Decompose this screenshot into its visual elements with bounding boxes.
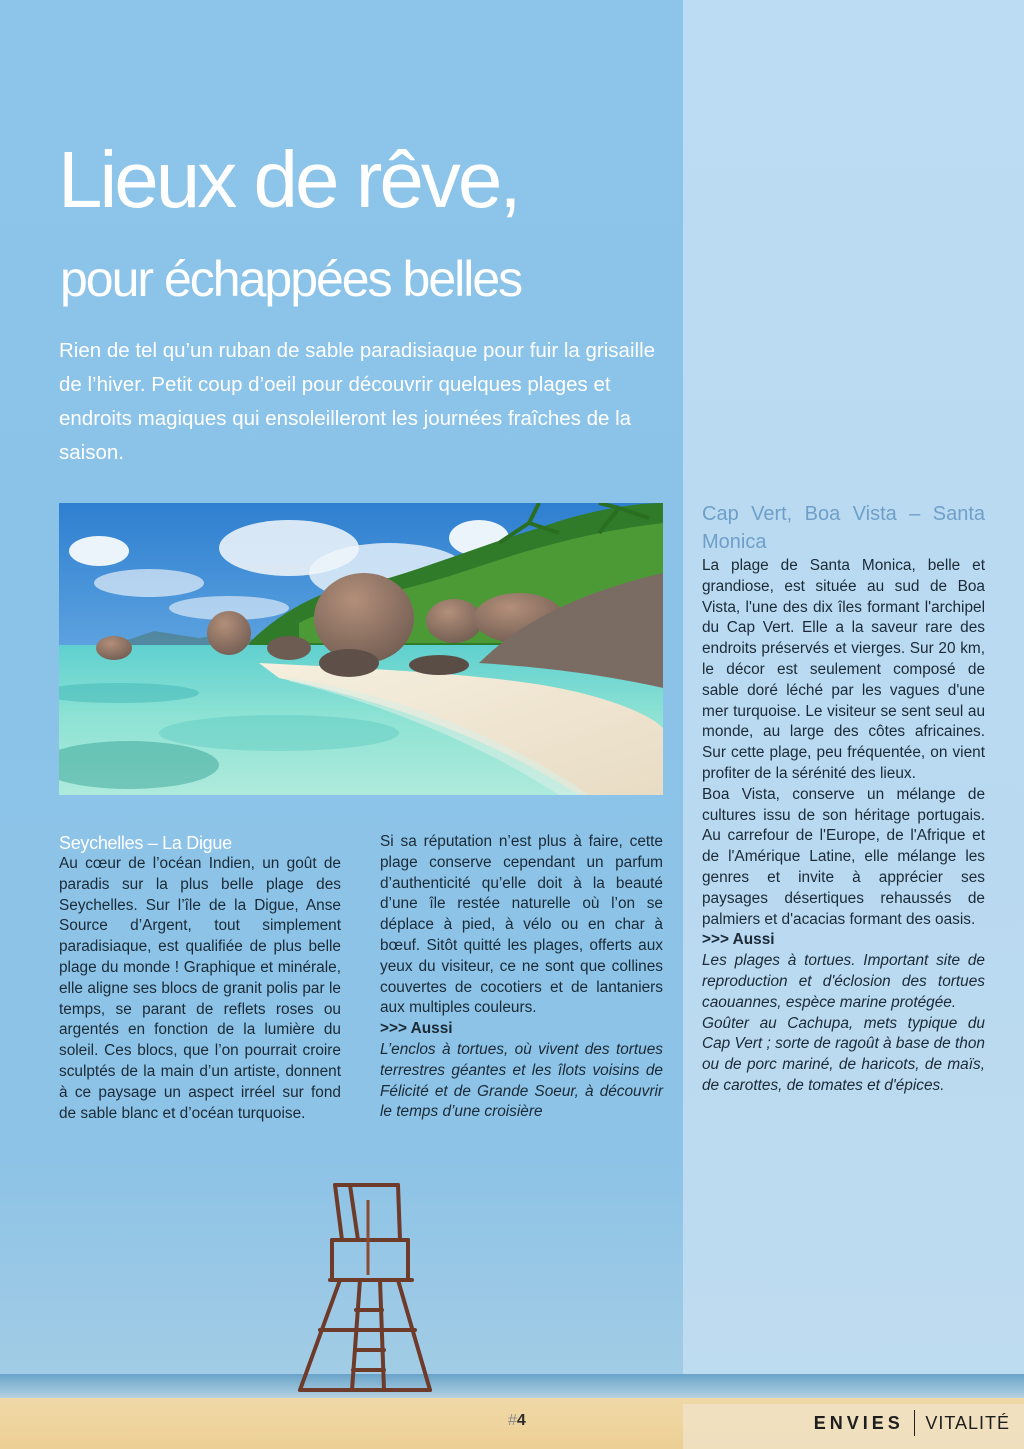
brand-vitalite: VITALITÉ (925, 1412, 1010, 1433)
capvert-heading: Cap Vert, Boa Vista – Santa Monica (702, 503, 985, 553)
capvert-text-1: La plage de Santa Monica, belle et grandiose, est située au sud de Boa Vista, l'une des dix îles formant l'archipel du Cap Vert. Elle a la saveur rare des endroits préservés et vierges. Sur 20 km, le décor est seulement composé de sable doré léché par les vagues d'une mer turquoise. Le visiteur se sent seul au monde, au large des côtes africaines. Sur cette plage, peu fréquentée, on vient profiter de la sérénité des lieux. (702, 557, 985, 782)
page-number-value: 4 (516, 1412, 526, 1429)
seychelles-also-label: >>> Aussi (380, 1020, 453, 1038)
brand-envies: ENVIES (813, 1412, 904, 1433)
seychelles-column-2 (380, 832, 663, 1123)
seychelles-also-text: L’enclos à tortues, où vivent des tortues terrestres géantes et les îlots voisins de Félicité et de Grande Soeur, à découvrir le temps d’une croisière (380, 1040, 663, 1121)
seychelles-text-1: Au cœur de l’océan Indien, un goût de paradis sur la plus belle plage des Seychelles. Sur l’île de la Digue, Anse Source d’Argent, tout simplement paradisiaque, est qualifiée de plus belle plage du monde ! Graphique et minérale, elle aligne ses blocs de granit polis par le temps, se parant de reflets roses ou argentés en fonction de la lumière du soleil. Ces blocs, que l’on pourrait croire sculptés de la main d’un artiste, donnent à ce paysage un aspect irréel sur fond de sable blanc et d’océan turquoise. (59, 855, 341, 1122)
page-number (508, 1412, 526, 1430)
capvert-also-text-1: Les plages à tortues. Important site de reproduction et d'éclosion des tortues caouannes, espèce marine protégée. (702, 952, 985, 1011)
intro-paragraph: Rien de tel qu’un ruban de sable paradisiaque pour fuir la grisaille de l’hiver. Petit coup d’oeil pour découvrir quelques plages et endroits magiques qui ensoleilleront les journées fraîches de la saison. (59, 339, 656, 464)
page-subtitle: pour échappées belles (60, 251, 522, 307)
seychelles-column-1 (59, 832, 341, 1124)
capvert-also-label: >>> Aussi (702, 931, 775, 949)
capvert-column (702, 500, 985, 1097)
brand-footer (814, 1410, 1010, 1436)
seychelles-text-2: Si sa réputation n’est plus à faire, cette plage conserve cependant un parfum d’authenticité qu’elle doit à la beauté d’une île restée naturelle où l’on se déplace à pied, à vélo ou en char à bœuf. Sitôt quitté les plages, offerts aux yeux du visiteur, ce ne sont que collines couvertes de cocotiers et de lantaniers aux multiples couleurs. (380, 833, 663, 1017)
seychelles-heading: Seychelles – La Digue (59, 833, 232, 853)
page-title: Lieux de rêve, (58, 135, 519, 224)
capvert-text-2: Boa Vista, conserve un mélange de cultures issu de son héritage portugais. Au carrefour de l'Europe, de l'Afrique et de l'Amérique Latine, elle mélange les genres et invite à apprécier ses paysages désertiques rehaussés de palmiers et d'acacias formant des oasis. (702, 785, 985, 928)
lifeguard-tower-image (280, 1180, 450, 1410)
beach-photo (59, 503, 663, 795)
capvert-also-text-2: Goûter au Cachupa, mets typique du Cap Vert ; sorte de ragoût à base de thon ou de porc mariné, de haricots, de maïs, de carottes, de tomates et d'épices. (702, 1014, 985, 1094)
brand-separator (914, 1410, 916, 1436)
page-hash: # (508, 1412, 517, 1429)
